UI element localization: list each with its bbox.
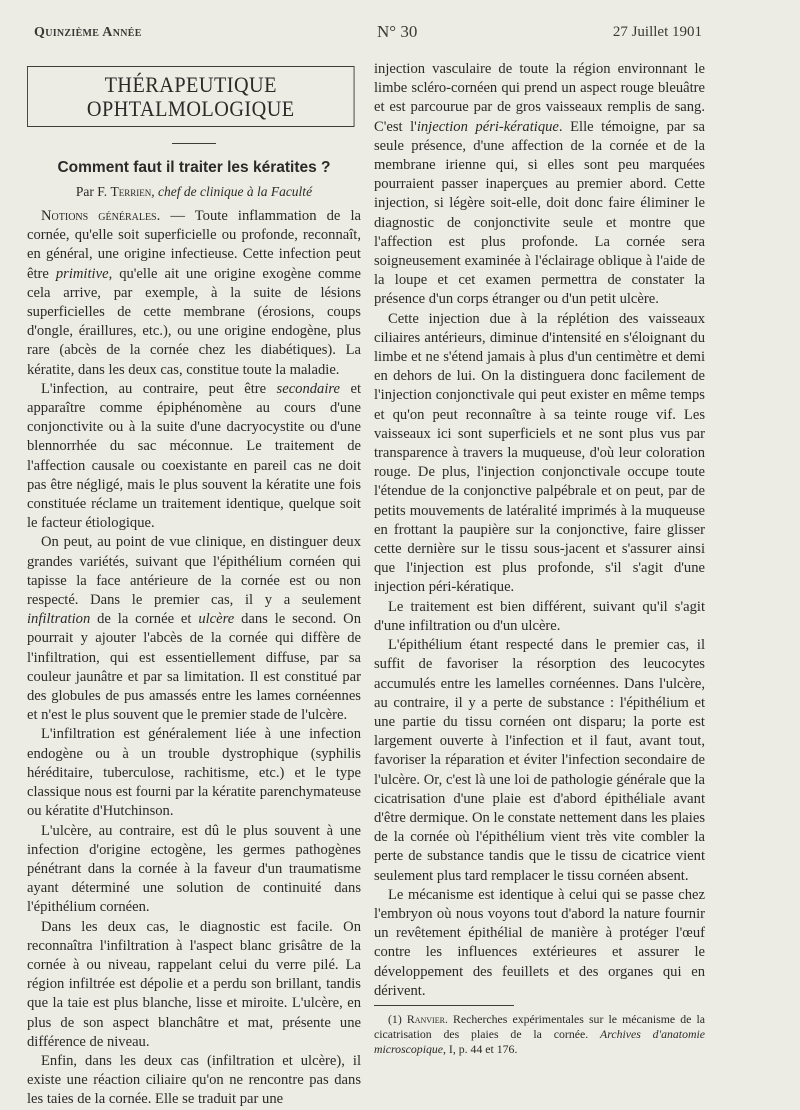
edition-label: Quinzième Année (34, 25, 142, 40)
paragraph-text: de la cornée et (90, 611, 199, 628)
footnote-marker: (1) (388, 1011, 407, 1026)
issue-number: N° 30 (377, 22, 418, 41)
paragraph (27, 380, 361, 534)
byline (27, 183, 361, 201)
paragraph: Le mécanisme est identique à celui qui se passe chez l'embryon où nous voyons tout d'abord la nature fournir un revêtement épithélial de manière à protéger l'œuf contre les influences extérieures et assurer le développement des feuillets et des organes qui en dérivent. (374, 886, 705, 999)
emphasis: secondaire (276, 380, 341, 397)
paragraph-text: , qu'elle ait une origine exogène comme cela arrive, par exemple, à la suite de lésions superficielles de cette membrane (érosions, coups d'ongle, éraillures, etc.), ou une origine endogène, plus rare (abcès de la cornée chez les diabétiques). La kératite, dans les deux cas, constitue toute la maladie. (27, 265, 361, 378)
emphasis: ulcère (198, 611, 235, 628)
paragraph (27, 533, 361, 725)
paragraph (27, 207, 361, 380)
section-title: THÉRAPEUTIQUE OPHTALMOLOGIQUE (27, 66, 355, 127)
paragraph: Le traitement est bien différent, suivant qu'il s'agit d'une infiltration ou d'un ulcère. (374, 598, 705, 634)
paragraph: Cette injection due à la réplétion des vaisseaux ciliaires antérieurs, diminue d'intensité en s'éloignant du limbe et ne s'étend jamais à plus d'un centimètre et demi en dehors de lui. On la distinguera donc facilement de l'injection conjonctivale qui peut exister en même temps et qu'on peut reconnaître à sa teinte rouge vif. Les vaisseaux ici sont superficiels et ne sont plus vus par transparence à travers la muqueuse, d'où leur coloration rouge. De plus, l'injection conjonctivale occupe toute l'étendue de la conjonctive palpébrale et on peut, par de petits mouvements de latéralité imprimés à la muqueuse en frottant la paupière sur la conjonctive, faire glisser cette dernière sur le tissu sous-jacent et s'assurer ainsi que l'injection est plus profonde, s'il s'agit d'une injection péri-kératique. (374, 310, 705, 596)
paragraph-text: — Toute inflammation de la cornée, qu'elle soit superficielle ou profonde, reconnaît, en général, une origine infectieuse. Cette infection peut être (27, 208, 361, 282)
article-title: Comment faut il traiter les kératites ? (57, 159, 331, 176)
paragraph-text: injection vasculaire de toute la région environnant le limbe scléro-cornéen qui prend un aspect rouge bleuâtre et est parcourue par de gros vaisseaux remplis de sang. C'est l' (374, 61, 705, 135)
emphasis: infiltration (27, 611, 91, 628)
paragraph: L'infiltration est généralement liée à une infection endogène ou à un trouble dystrophique (syphilis héréditaire, tuberculose, rachitisme, etc.) et le type classique nous est fourni par la kératite parenchymateuse ou kératite d'Hutchinson. (27, 726, 361, 820)
right-column (374, 60, 705, 1057)
footnote-emphasis: Archives d'anatomie microscopique (374, 1026, 706, 1056)
paragraph: Dans les deux cas, le diagnostic est facile. On reconnaîtra l'infiltration à l'aspect blanc grisâtre de la cornée à ou niveau, rappelant celui du verre pilé. La région infiltrée est dépolie et a perdu son brillant, tandis que la taie est plus blanche, lisse et miroite. L'ulcère, en plus de son aspect blanchâtre et mat, présente une différence de niveau. (27, 918, 361, 1050)
paragraph-text: . Elle témoigne, par sa seule présence, d'une affection de la cornée et de la membrane irienne qui, si elles sont peu marquées pourraient passer inaperçues au premier abord. Cette injection, si légère soit-elle, doit donc faire éliminer le diagnostic de conjonctivite seule et montre que l'affection est plus profonde. La cornée sera soigneusement examinée à l'éclairage oblique à l'aide de la loupe et cet examen permettra de constater la présence d'un corps étranger ou d'un petit ulcère. (374, 118, 705, 308)
footnote (374, 1012, 705, 1057)
paragraph: L'ulcère, au contraire, est dû le plus souvent à une infection d'origine ectogène, les germes pathogènes pénétrant dans la cornée à la faveur d'un traumatisme ayant déterminé une solution de continuité dans l'épithélium cornéen. (27, 822, 361, 916)
author-name: Terrien (110, 184, 152, 199)
emphasis: primitive (55, 265, 109, 282)
paragraph-lead: Notions générales. (41, 208, 161, 224)
paragraph-text: et apparaître comme épiphénomène au cours d'une conjonctivite ou à la suite d'une dacryocystite ou d'une blennorrhée du sac méconnue. Le traitement de l'affection causale ou coexistante en pareil cas ne doit pas être négligé, mais le plus souvent la kératite une fois constituée réclame un traitement identique, quelque soit le facteur étiologique. (27, 380, 362, 532)
footnote-author: Ranvier (406, 1011, 445, 1026)
footnote-text: , I, p. 44 et 176. (443, 1041, 518, 1056)
left-column (27, 62, 361, 1110)
paragraph-text: L'infection, au contraire, peut être (41, 380, 277, 397)
paragraph-text: dans le second. On pourrait y ajouter l'abcès de la cornée qui diffère de l'infiltration, qui est essentiellement diffuse, par sa couleur jaunâtre et par sa limitation. Il est constitué par des globules de pus amassés entre les lames cornéennes et n'est le plus souvent que le premier stade de l'ulcère. (27, 611, 361, 724)
paragraph: L'épithélium étant respecté dans le premier cas, il suffit de favoriser la résorption des leucocytes accumulés entre les lamelles cornéennes. Dans l'ulcère, au contraire, il y a perte de substance : l'épithélium et une partie du tissu cornéen ont disparu; la porte est largement ouverte à l'infection et il faut, avant tout, favoriser la réparation et éviter l'infection secondaire de l'ulcère. Or, c'est là une loi de pathologie générale que la cicatrisation d'une plaie est d'abord épithéliale avant d'être dermique. On le constate nettement dans les plaies de la cornée où l'épithélium vient très vite combler la perte de substance tandis que le tissu de cicatrice vient seulement plus tard remplacer le tissu cornéen absent. (374, 637, 705, 884)
page-header (34, 22, 702, 48)
paragraph (374, 60, 705, 310)
issue-date: 27 Juillet 1901 (612, 24, 702, 40)
emphasis: injection péri-kératique (416, 118, 559, 135)
footnote-text: . Recherches expérimentales sur le mécanisme de la cicatrisation des plaies de la cornée. (374, 1011, 705, 1041)
paragraph: Enfin, dans les deux cas (infiltration et ulcère), il existe une réaction ciliaire qu'on ne rencontre pas dans les taies de la cornée. Elle se traduit par une (27, 1052, 361, 1108)
author-role: , chef de clinique à la Faculté (151, 184, 313, 199)
title-divider (172, 143, 216, 144)
paragraph-text: On peut, au point de vue clinique, en distinguer deux grandes variétés, suivant que l'épithélium cornéen qui tapisse la face antérieure de la cornée est ou non respecté. Dans le premier cas, il y a seulement (27, 534, 361, 609)
byline-prefix: Par F. (75, 184, 111, 199)
footnote-divider (374, 1005, 514, 1006)
